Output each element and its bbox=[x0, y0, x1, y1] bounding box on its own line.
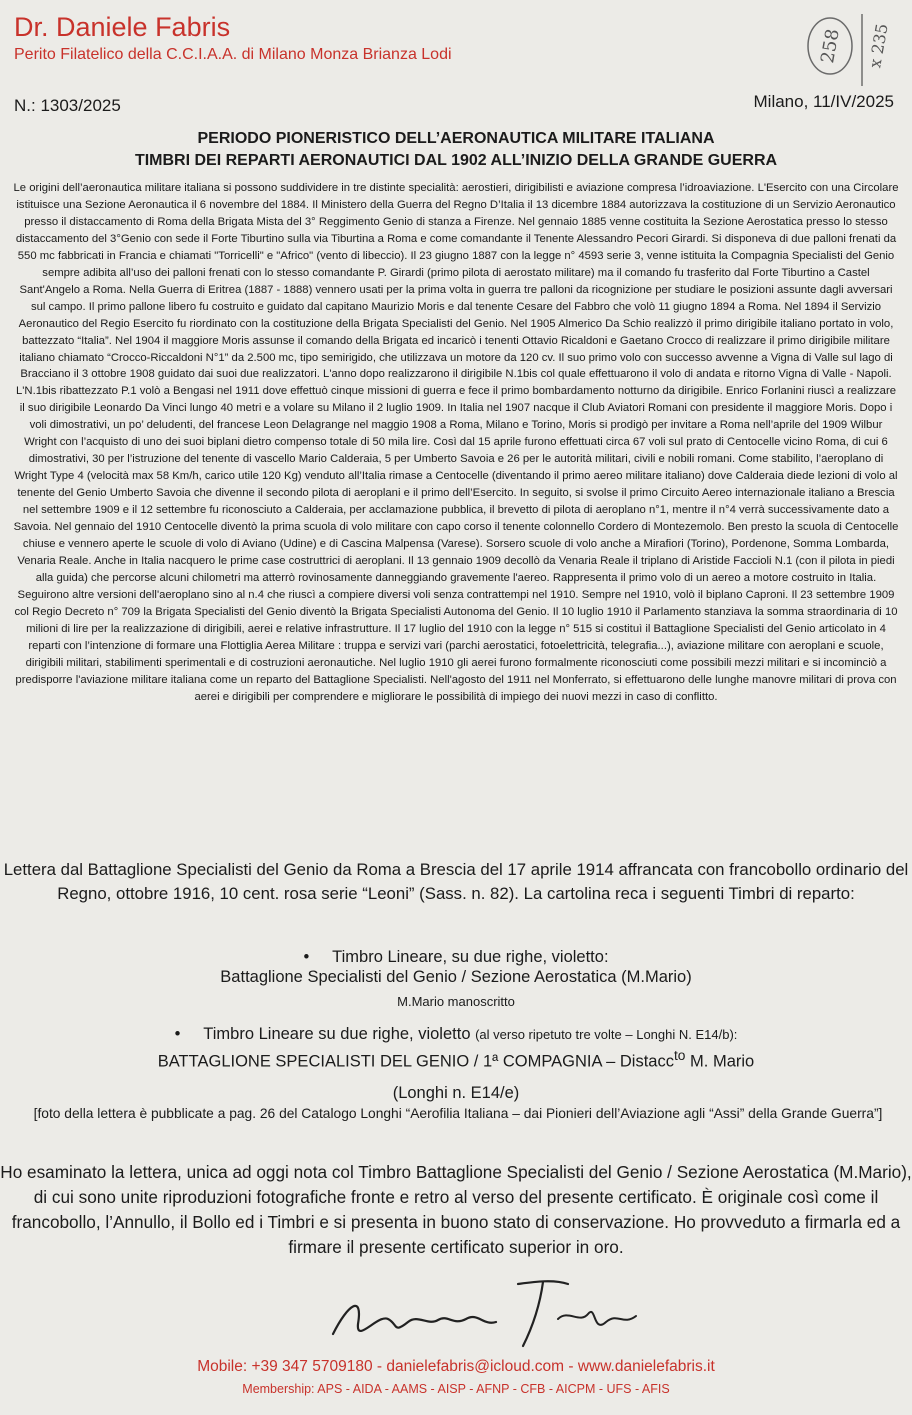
letter-description: Lettera dal Battaglione Specialisti del Genio da Roma a Brescia del 17 aprile 1914 affrancata con francobollo ordinario del Regno, ottobre 1916, 10 cent. rosa serie “Leoni” (Sass. n. 82). La cartolina reca i seguenti Timbri di reparto: bbox=[3, 860, 909, 903]
stamp-2-heading: Timbro Lineare su due righe, violetto bbox=[203, 1025, 471, 1043]
longhi-reference: (Longhi n. E14/e) bbox=[392, 1084, 520, 1102]
certificate-date: Milano, 11/IV/2025 bbox=[753, 92, 894, 111]
stamp-bullet-1: • Timbro Lineare, su due righe, violetto: bbox=[303, 948, 609, 966]
document-titles bbox=[0, 128, 912, 172]
certificate-number: N.: 1303/2025 bbox=[14, 96, 121, 115]
history-paragraph: Le origini dell’aeronautica militare italiana si possono suddividere in tre distinte specialità: aerostieri, dirigibilisti e aviazione compresa l’idroaviazione. L'Esercito con una Circolare istituisce una Sezione Aeronautica il 6 novembre del 1884. Il Ministero della Guerra del Regno D’Italia il 13 dicembre 1884 autorizzava la costituzione di un Servizio Aeronautico presso il distaccamento di Roma della Brigata Mista del 3° Reggimento Genio di stanza a Firenze. Nel gennaio 1885 venne costituita la Sezione Aerostatica presso lo stesso distaccamento del 3°Genio con sede il Forte Tiburtino sulla via Tiburtina a Roma e come comandante il Tenente Alessandro Pecori Girardi. Si disponeva di due palloni frenati da 550 mc fabbricati in Francia e chiamati "Torricelli" e "Africo" (vento di libeccio). Il 23 giugno 1887 con la legge n° 4593 serie 3, venne istituita la Compagnia Specialisti del Genio sempre adibita all’uso dei palloni frenati con lo stesso comandante P. Girardi (primo pilota di aerostato militare) ma il comando fu trasferito dal Forte Tiburtino a Castel Sant'Angelo a Roma. Nella Guerra di Eritrea (1887 - 1888) vennero usati per la prima volta in guerra tre palloni da ricognizione per studiare le posizioni assunte dagli avversari sul campo. Il primo pallone libero fu costruito e guidato dal capitano Maurizio Moris e dal tenente Cesare del Fabbro che volò 11 giugno 1894 a Roma. Nel 1894 il Servizio Aeronautico del Regio Esercito fu riordinato con la costituzione della Brigata Specialisti del Genio. Nel 1905 Almerico Da Schio realizzò il primo dirigibile italiano portato in volo, battezzato “Italia”. Nel 1904 il maggiore Moris assunse il comando della Brigata ed incaricò i tenenti Ottavio Ricaldoni e Gaetano Crocco di realizzare il primo dirigibile militare italiano chiamato “Crocco-Riccaldoni N°1” da 2.500 mc, tipo semirigido, che utilizzava un motore da 120 cv. Il suo primo volo con successo avvenne a Vigna di Valle sul lago di Bracciano il 3 ottobre 1908 guidato dai suoi due realizzatori. L'anno dopo realizzarono il dirigibile N.1bis col quale effettuarono il volo di andata e ritorno Vigna di Valle - Napoli. L'N.1bis ribattezzato P.1 volò a Bengasi nel 1911 dove effettuò cinque missioni di guerra e fece il primo bombardamento notturno da dirigibile. Enrico Forlanini riuscì a realizzare il suo dirigibile Leonardo Da Vinci lungo 40 metri e a volare su Milano il 2 luglio 1909. In Italia nel 1907 nacque il Club Aviatori Romani con presidente il maggiore Moris. Dopo i voli dimostrativi, un po’ deludenti, del francese Leon Delagrange nel maggio 1908 a Roma, Milano e Torino, Moris si prodigò per invitare a Roma nell’aprile del 1909 Wilbur Wright con l’acquisto di uno dei suoi biplani dietro compenso totale di 50 mila lire. Così dal 15 aprile furono effettuati circa 67 voli sul prato di Centocelle vicino Roma, di cui 6 dimostrativi, 30 per l’istruzione del tenente di vascello Mario Calderaia, 5 per Umberto Savoia e 26 per le autorità militari, civili e nobili romani. Come stabilito, l’aeroplano di Wright Type 4 (velocità max 58 Km/h, carico utile 120 Kg) venduto all’Italia rimase a Centocelle (diventando il primo aereo militare italiano) dove Calderaia diede lezioni di volo al tenente del Genio Umberto Savoia che divenne il secondo pilota di aeroplani e il primo dell’Esercito. In seguito, si svolse il primo Circuito Aereo internazionale italiano a Brescia nel settembre 1909 e il 12 settembre fu riconosciuto a Calderaia, per acclamazione pubblica, il brevetto di pilota di aeroplano n°1, mentre il n°4 verrà successivamente dato a Savoia. Nel gennaio del 1910 Centocelle diventò la prima scuola di volo militare con capo corso il tenente colonnello Cordero di Montezemolo. Ben presto la scuola di Centocelle chiuse e vennero aperte le scuole di volo di Aviano (Udine) e di Cascina Malpensa (Varese). Sorsero scuole di volo anche a Mirafiori (Torino), Pordenone, Somma Lombarda, Venaria Reale. Anche in Italia nacquero le prime case costruttrici di aeroplani. Il 13 gennaio 1909 decollò da Venaria Reale il triplano di Aristide Faccioli N.1 (con il pilota in piedi alla guida) che percorse alcuni chilometri ma atterrò rovinosamente danneggiando gravemente l'aereo. Rappresenta il primo volo di un aereo a motore costruito in Italia. Seguirono altre versioni dell'aeroplano sino al n.4 che riuscì a compiere diversi voli senza contrattempi nel 1910. Sempre nel 1910, volò il biplano Caproni. Il 23 settembre 1909 col Regio Decreto n° 709 la Brigata Specialisti del Genio diventò la Brigata Specialisti Autonoma del Genio. Il 10 luglio 1910 il Parlamento stanziava la somma straordinaria di 10 milioni di lire per la realizzazione di dirigibili, aerei e relative infrastrutture. Il 17 luglio del 1910 con la legge n° 515 si costituì il Battaglione Specialisti del Genio articolato in 4 reparti con l’intenzione di formare una Flottiglia Aerea Militare : truppa e servizi vari (parchi aerostatici, fotoelettricità, telegrafia...), aviazione militare con aeroplani e scuole, dirigibili militari, stabilimenti sperimentali e di costruzioni aeronautiche. Nel luglio 1910 gli aerei furono formalmente riconosciuti come possibili mezzi militari e si incominciò a predisporre l'aviazione militare italiana come un reparto del Battaglione Specialisti. Nell'agosto del 1911 nel Monferrato, si effettuarono delle lunghe manovre militari di prova con aerei e dirigibili per comprendere e migliorare le possibilità di impiego dei nuovi mezzi in caso di conflitto. bbox=[13, 182, 899, 703]
stamp-2-note: (al verso ripetuto tre volte – Longhi N. E14/b): bbox=[475, 1027, 738, 1042]
header-name: Dr. Daniele Fabris bbox=[14, 12, 231, 42]
title-line-1: PERIODO PIONERISTICO DELL’AERONAUTICA MILITARE ITALIANA bbox=[197, 130, 715, 147]
svg-text:x 235: x 235 bbox=[865, 22, 892, 70]
title-line-2: TIMBRI DEI REPARTI AERONAUTICI DAL 1902 ALL’INIZIO DELLA GRANDE GUERRA bbox=[134, 152, 778, 169]
stamp-2-text bbox=[0, 1048, 912, 1072]
footer-contacts: Mobile: +39 347 5709180 - danielefabris@icloud.com - www.danielefabris.it bbox=[197, 1358, 715, 1375]
header-title: Perito Filatelico della C.C.I.A.A. di Milano Monza Brianza Lodi bbox=[14, 46, 452, 63]
footer-membership: Membership: APS - AIDA - AAMS - AISP - AFNP - CFB - AICPM - UFS - AFIS bbox=[242, 1382, 670, 1396]
stamp-2-text-end: M. Mario bbox=[685, 1052, 755, 1071]
svg-text:258: 258 bbox=[817, 27, 844, 65]
stamp-1-heading: Timbro Lineare, su due righe, violetto: bbox=[332, 948, 609, 966]
signature bbox=[318, 1264, 658, 1364]
photo-note: [foto della lettera è pubblicate a pag. 26 del Catalogo Longhi “Aerofilia Italiana – dai Pionieri dell’Aviazione agli “Assi” della Grande Guerra”] bbox=[33, 1106, 883, 1121]
handwritten-note bbox=[802, 8, 898, 88]
stamp-2-text-sup: to bbox=[673, 1048, 686, 1063]
stamp-bullet-2: • Timbro Lineare su due righe, violetto (al verso ripetuto tre volte – Longhi N. E14/b): bbox=[174, 1025, 738, 1043]
stamp-1-note: M.Mario manoscritto bbox=[397, 994, 515, 1009]
stamp-2-text-main: BATTAGLIONE SPECIALISTI DEL GENIO / 1ª COMPAGNIA – Distacc bbox=[157, 1052, 674, 1071]
examination-paragraph: Ho esaminato la lettera, unica ad oggi nota col Timbro Battaglione Specialisti del Genio / Sezione Aerostatica (M.Mario), di cui sono unite riproduzioni fotografiche fronte e retro al verso del presente certificato. È originale così come il francobollo, l’Annullo, il Bollo ed i Timbri e si presenta in buono stato di conservazione. Ho provveduto a firmarla ed a firmare il presente certificato superior in oro. bbox=[0, 1162, 912, 1257]
stamp-1-text: Battaglione Specialisti del Genio / Sezione Aerostatica (M.Mario) bbox=[220, 968, 692, 986]
